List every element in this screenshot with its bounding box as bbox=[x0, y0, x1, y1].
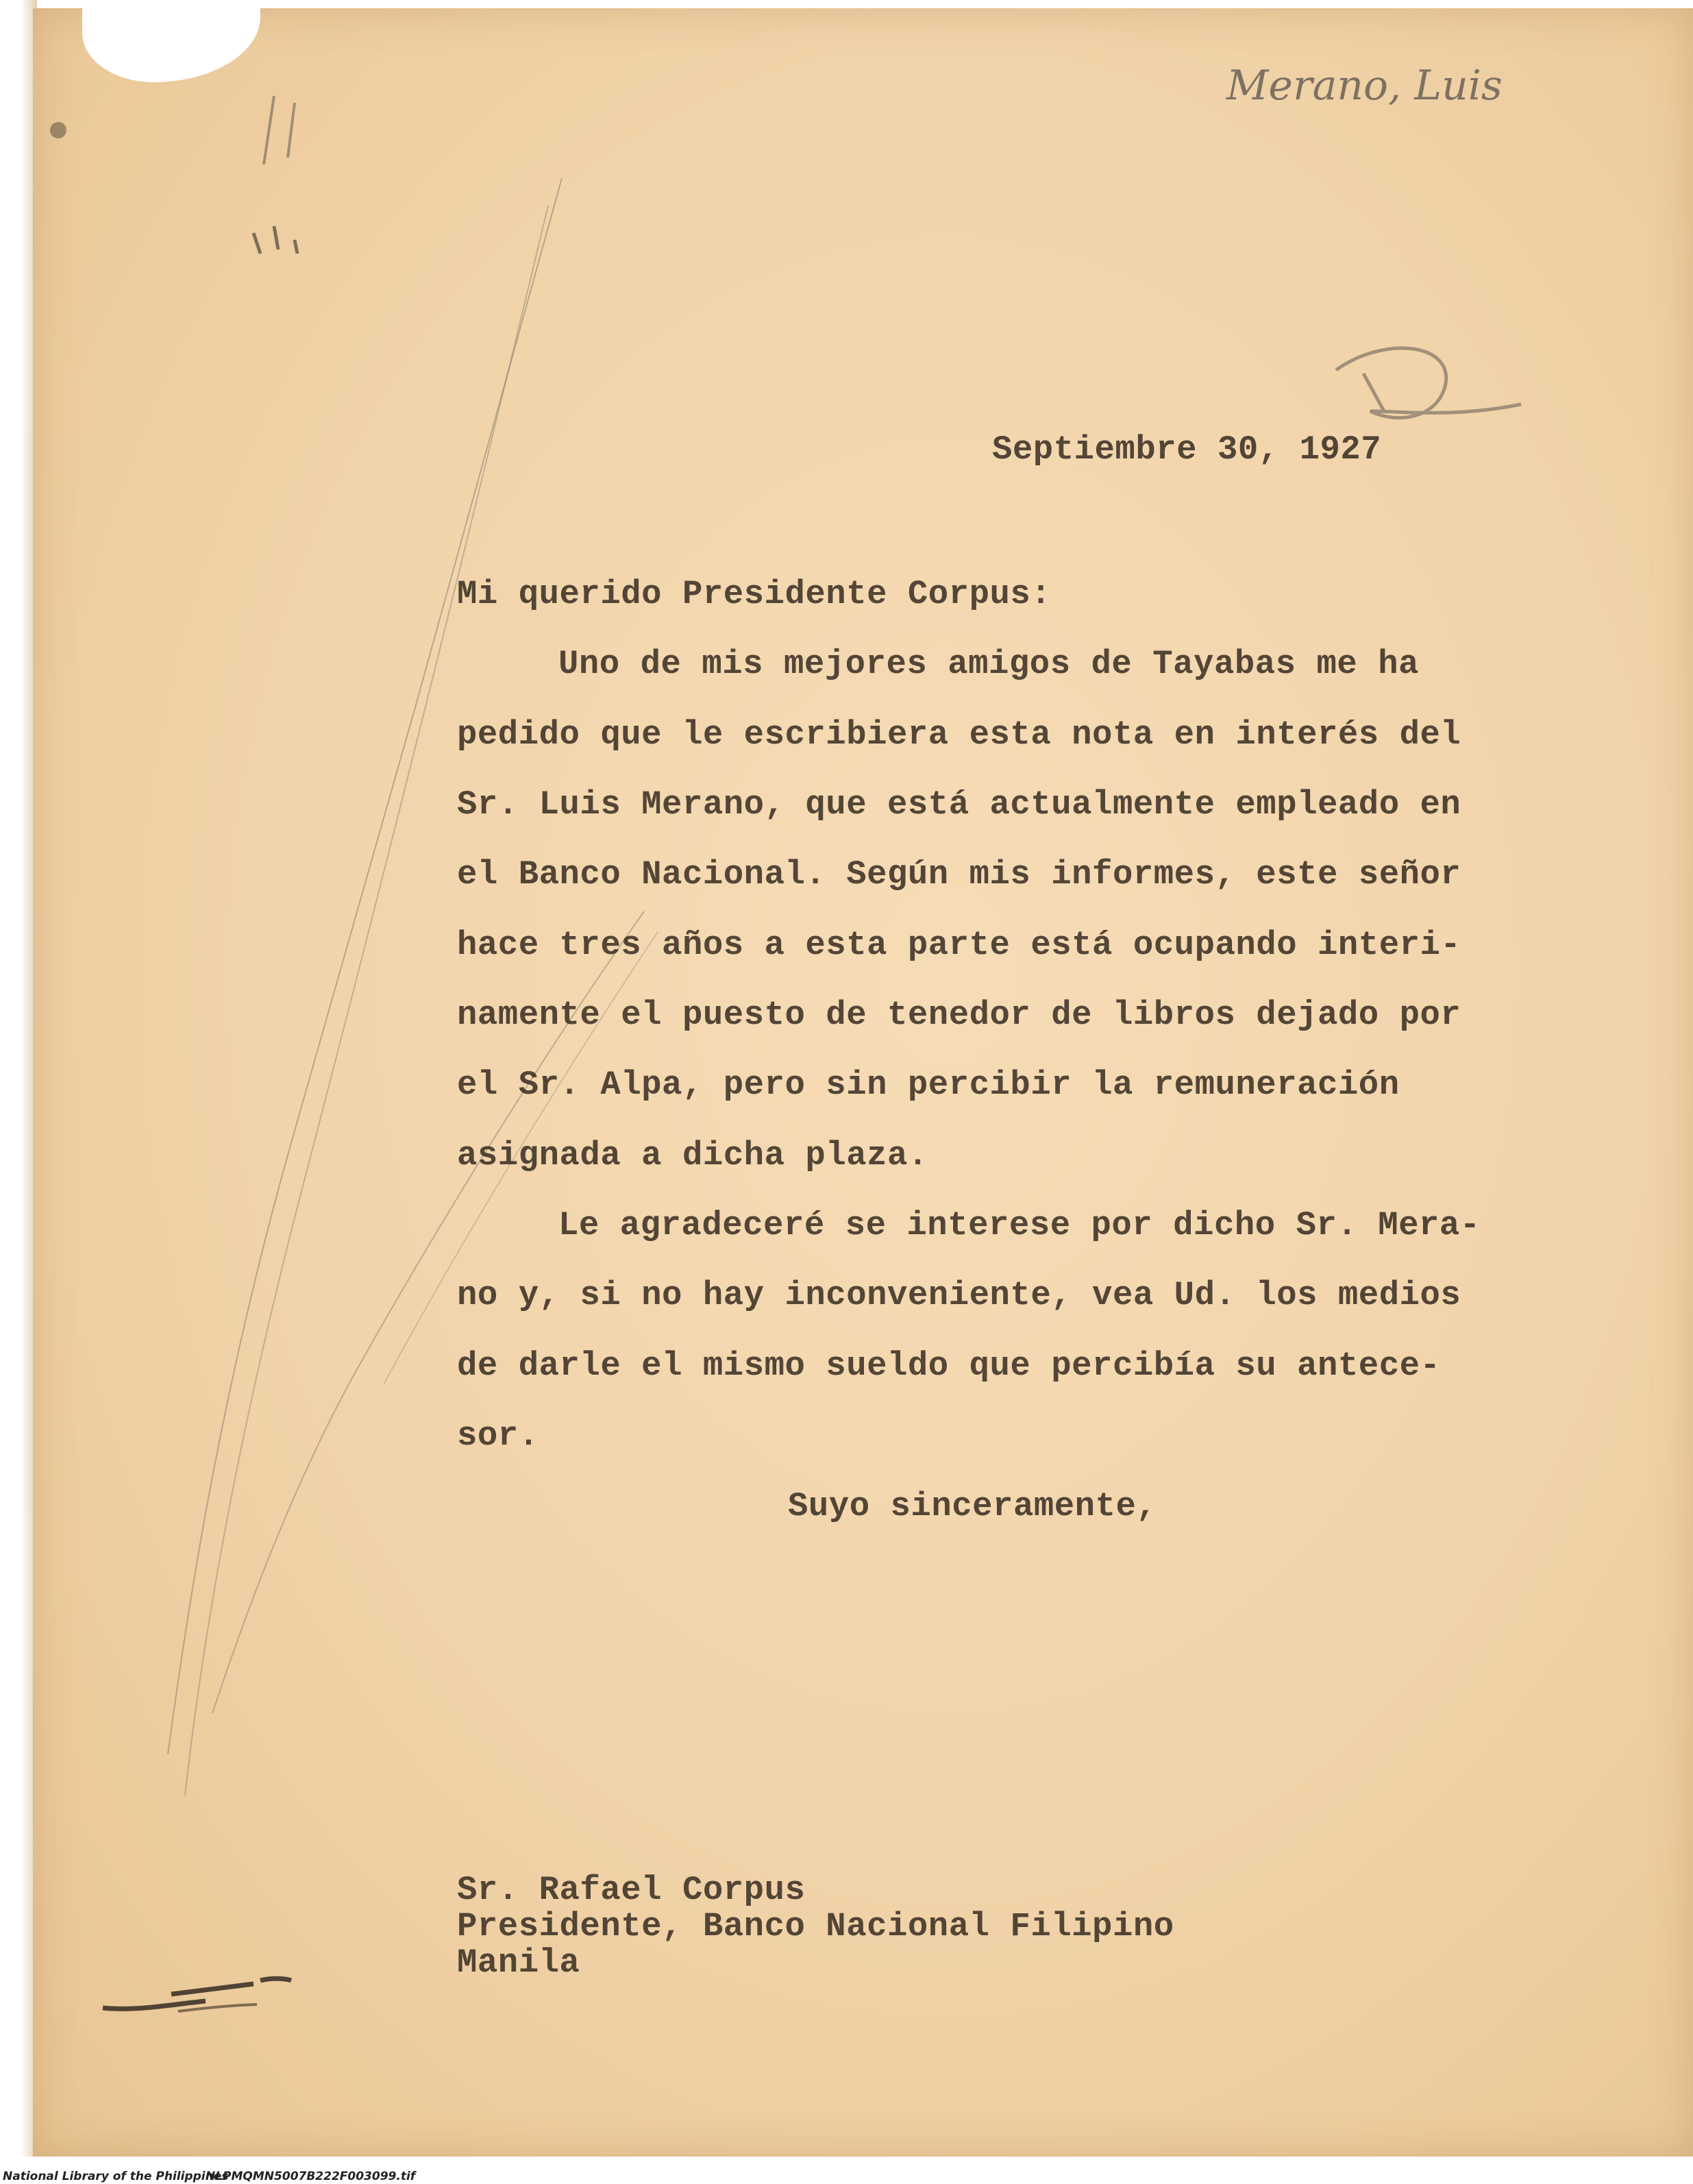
body-line: asignada a dicha plaza. bbox=[457, 1136, 928, 1175]
footer-filename: NLPMQMN5007B222F003099.tif bbox=[206, 2170, 416, 2183]
body-line: pedido que le escribiera esta nota en interés del bbox=[457, 715, 1461, 754]
addressee-line: Manila bbox=[457, 1943, 580, 1982]
body-line: el Banco Nacional. Según mis informes, este señor bbox=[457, 855, 1461, 894]
footer-institution: National Library of the Philippines bbox=[3, 2170, 229, 2183]
body-line: sor. bbox=[457, 1416, 539, 1455]
letter-closing: Suyo sinceramente, bbox=[788, 1487, 1157, 1525]
body-line: Sr. Luis Merano, que está actualmente empleado en bbox=[457, 785, 1461, 824]
pencil-annotation: Merano, Luis bbox=[1226, 62, 1503, 110]
addressee-line: Sr. Rafael Corpus bbox=[457, 1871, 806, 1909]
body-line: namente el puesto de tenedor de libros dejado por bbox=[457, 996, 1461, 1034]
body-line: hace tres años a esta parte está ocupando interi- bbox=[457, 926, 1461, 964]
body-line: de darle el mismo sueldo que percibía su antece- bbox=[457, 1347, 1441, 1385]
body-line: Le agradeceré se interese por dicho Sr. Mera- bbox=[558, 1206, 1481, 1244]
addressee-line: Presidente, Banco Nacional Filipino bbox=[457, 1907, 1174, 1946]
letter-salutation: Mi querido Presidente Corpus: bbox=[457, 575, 1052, 613]
body-line: Uno de mis mejores amigos de Tayabas me ha bbox=[558, 645, 1420, 683]
letter-date: Septiembre 30, 1927 bbox=[992, 430, 1382, 469]
body-line: no y, si no hay inconveniente, vea Ud. los medios bbox=[457, 1276, 1461, 1314]
body-line: el Sr. Alpa, pero sin percibir la remuneración bbox=[457, 1066, 1400, 1104]
